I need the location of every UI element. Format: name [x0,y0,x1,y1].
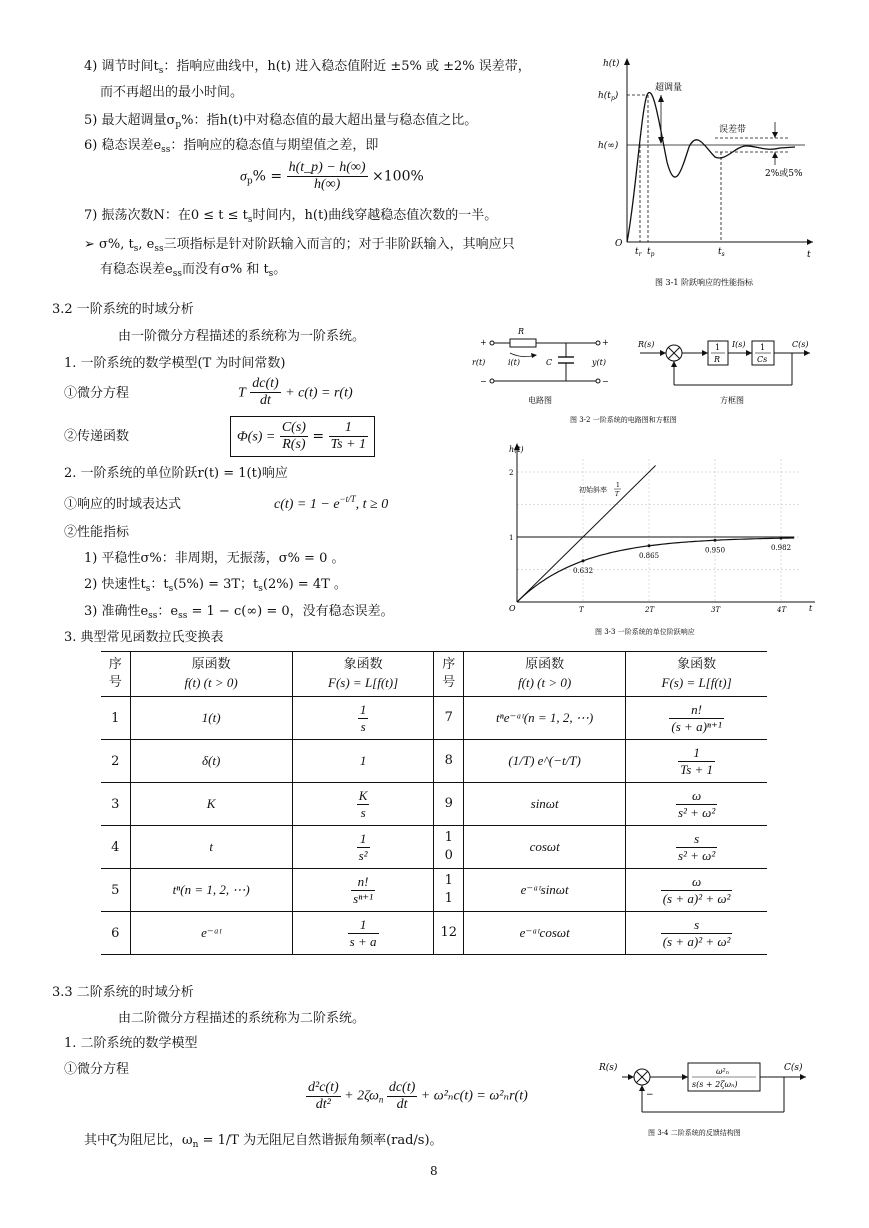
cell-image: 1 [292,740,434,783]
cell-image: $\frac{n!}{\text{(s + a)ⁿ⁺¹}}$ [626,697,767,740]
fig33-y-tick: 2 [509,469,514,477]
fig31-tr-label: $t_r$ [635,247,642,258]
th-index-2: 序 号 [434,652,464,697]
fig33-slope-num: 1 [616,482,620,489]
circuit-rt: r(t) [472,358,486,367]
note-step-input: ➢ σ%, $t_s$, $e_{ss}$三项指标是针对阶跃输入而言的；对于非阶跃输入，其响应只 [84,237,515,254]
perf-stability: 1) 平稳性σ%：非周期，无振荡，σ% = 0 。 [84,551,345,566]
fig33-x-tick: 3T [711,606,721,614]
table-row [101,869,767,912]
cell-image: $\frac{1}{\text{s²}}$ [292,826,434,869]
th-original-2: 原函数 f(t) (t > 0) [464,652,626,697]
fig33-x-tick: 4T [777,606,787,614]
table-row [101,912,767,955]
note-step-input-cont: 有稳态误差$e_{ss}$而没有σ% 和 $t_s$。 [100,262,287,279]
cell-index: 5 [101,869,130,912]
fig33-y-tick: 1 [509,534,514,542]
fig31-hinf-label: h(∞) [598,141,619,151]
block2-num: 1 [760,343,766,352]
cell-original: cosωt [464,826,626,869]
cell-index: 2 [101,740,130,783]
figure-3-3 [495,440,820,645]
first-order-model-heading: 1. 一阶系统的数学模型(T 为时间常数) [64,356,286,371]
circuit-plus-out: + [602,338,609,347]
unit-step-heading: 2. 一阶系统的单位阶跃r(t) = 1(t)响应 [64,466,288,481]
perf-label: ②性能指标 [64,525,130,540]
fig33-grid [517,459,801,602]
block-Is: I(s) [732,340,746,349]
fig31-y-label: h(t) [603,59,620,69]
circuit-yt: y(t) [592,358,606,367]
table-row [101,826,767,869]
cell-image: $\frac{1}{Ts + 1}$ [626,740,767,783]
circuit-R: R [518,327,525,336]
cell-original: sinωt [464,783,626,826]
section-3-3-intro: 由二阶微分方程描述的系统称为二阶系统。 [118,1011,366,1026]
cell-index: 9 [434,783,464,826]
second-order-model-heading: 1. 二阶系统的数学模型 [64,1036,198,1051]
damping-note: 其中ζ为阻尼比，$\omega_n = 1/T$ 为无阻尼自然谐振角频率(rad/s)。 [84,1133,443,1150]
cell-index: 1 1 [434,869,464,912]
page-number: 8 [430,1164,438,1178]
fig31-ts-label: $t_s$ [718,247,725,258]
cell-original: 1(t) [130,697,292,740]
cell-original: t [130,826,292,869]
first-order-transfer-function: Φ(s) = $\frac{C(s)}{R(s)}$ = $\frac{1}{Ts + 1}$ [230,416,375,457]
fig33-point-label: 0.982 [771,544,792,553]
cell-image: $\frac{s}{\text{(s + a)² + ω²}}$ [626,912,767,955]
cell-index: 7 [434,697,464,740]
resp-label: ①响应的时域表达式 [64,497,182,512]
step-response-eq: $c(t) = 1 - e^{-t/T}$, t ≥ 0 [274,494,389,512]
cell-index: 12 [434,912,464,955]
circuit-minus-in: − [480,377,487,386]
figure-3-1 [595,52,820,297]
tf-label: ②传递函数 [64,429,130,444]
th-image-1: 象函数 F(s) = L[f(t)] [292,652,434,697]
cell-image: $\frac{1}{s}$ [292,697,434,740]
fig31-origin: O [615,239,623,249]
fig31-caption: 图 3-1 阶跃响应的性能指标 [655,278,753,287]
table-row [101,697,767,740]
fig33-y-label: h(t) [509,445,524,454]
fig34-Cs: C(s) [784,1063,803,1073]
cell-original: e⁻ᵃᵗcosωt [464,912,626,955]
fig31-overshoot-label: 超调量 [655,83,683,93]
second-order-de-label: ①微分方程 [64,1062,130,1077]
fig32-caption: 图 3-2 一阶系统的电路图和方框图 [570,416,677,424]
cell-image: $\frac{\omega}{\text{(s + a)² + ω²}}$ [626,869,767,912]
cell-index: 4 [101,826,130,869]
perf-accuracy: 3) 准确性$e_{ss}$：$e_{ss} = 1 - c(\infty) = 0$，没有稳态误差。 [84,604,394,621]
table-row [101,740,767,783]
th-original-1: 原函数 f(t) (t > 0) [130,652,292,697]
fig33-origin: O [509,604,516,613]
item-settling-time: 4) 调节时间$t_s$：指响应曲线中，h(t) 进入稳态值附近 ±5% 或 ±2% 误差带， [84,59,531,76]
section-3-2-title: 3.2 一阶系统的时域分析 [52,302,194,317]
circuit-label: 电路图 [528,396,552,405]
cell-index: 1 0 [434,826,464,869]
fig34-Rs: R(s) [599,1063,618,1073]
fig33-point [582,559,585,562]
figure-3-4 [598,1055,813,1140]
first-order-diff-eq: T $\frac{dc(t)}{dt}$ + c(t) = r(t) [238,376,353,408]
cell-image: $\frac{K}{s}$ [292,783,434,826]
fig31-pct-label: 2%或5% [765,169,803,179]
block1-num: 1 [715,343,721,352]
cell-original: δ(t) [130,740,292,783]
circuit-plus-in: + [480,338,487,347]
cell-image: $\frac{1}{s + a}$ [292,912,434,955]
cell-image: $\frac{s}{\text{s² + ω²}}$ [626,826,767,869]
fig33-x-tick: 2T [645,606,655,614]
table-row [101,783,767,826]
cell-index: 1 [101,697,130,740]
cell-index: 8 [434,740,464,783]
fig33-point-label: 0.865 [639,551,660,560]
circuit-minus-out: − [602,377,609,386]
fig34-block-den: s(s + 2ζωₙ) [692,1080,738,1089]
fig33-point [648,544,651,547]
fig33-x-tick: T [579,606,584,614]
fig31-htp-label: $h(t_p)$ [598,91,619,102]
block-Rs: R(s) [638,340,655,349]
cell-original: e⁻ᵃᵗsinωt [464,869,626,912]
cell-index: 3 [101,783,130,826]
item-settling-time-cont: 而不再超出的最小时间。 [100,85,244,100]
fig33-marks [509,469,791,614]
block-Cs: C(s) [792,340,809,349]
cell-original: tⁿ(n = 1, 2, ⋯) [130,869,292,912]
fig33-point-label: 0.950 [705,546,726,555]
fig34-block-num: ω²ₙ [716,1067,729,1076]
th-image-2: 象函数 F(s) = L[f(t)] [626,652,767,697]
overshoot-formula: $\sigma_p\%$ = $\frac{h(t\_p) - h(\infty)}{h(\infty)}$ ×100% [240,160,424,192]
block2-den: Cs [757,355,768,364]
fig33-point [780,537,783,540]
figure-3-2 [470,323,815,428]
cell-index: 6 [101,912,130,955]
laplace-table-heading: 3. 典型常见函数拉氏变换表 [64,630,224,645]
fig33-init-slope-label: 初始斜率 [579,486,607,494]
laplace-table [101,651,767,955]
fig33-point-label: 0.632 [573,566,594,575]
diff-eq-label: ①微分方程 [64,386,130,401]
fig33-slope-den: T [615,491,620,498]
block1-den: R [714,355,721,364]
cell-image: $\frac{n!}{\text{sⁿ⁺¹}}$ [292,869,434,912]
cell-original: tⁿe⁻ᵃᵗ(n = 1, 2, ⋯) [464,697,626,740]
fig34-minus: − [646,1090,654,1100]
fig33-t-axis: t [809,604,813,613]
cell-original: e⁻ᵃᵗ [130,912,292,955]
cell-original: (1/T) e^(−t/T) [464,740,626,783]
table-header-row [101,652,767,697]
circuit-it: i(t) [508,358,521,367]
fig34-caption: 图 3-4 二阶系统的反馈结构图 [648,1129,741,1137]
cell-image: $\frac{\omega}{\text{s² + ω²}}$ [626,783,767,826]
th-index-1: 序 号 [101,652,130,697]
fig33-caption: 图 3-3 一阶系统的单位阶跃响应 [595,628,695,636]
item-oscillation-count: 7) 振荡次数N：在$0 \le t \le t_s$时间内，h(t)曲线穿越稳态值次数的一半。 [84,208,498,225]
circuit-C: C [546,358,553,367]
block-label: 方框图 [720,396,744,405]
fig31-t-axis: t [807,250,811,260]
section-3-2-intro: 由一阶微分方程描述的系统称为一阶系统。 [118,329,366,344]
fig33-response-curve [517,538,794,602]
second-order-diff-eq: $\frac{\text{d²c(t)}}{\text{dt²}}$ + $2\zeta\omega_n$ $\frac{dc(t)}{dt}$ + ω²ₙc(t) = ω²ₙr(t) [308,1080,528,1112]
fig33-point [714,539,717,542]
cell-original: K [130,783,292,826]
fig31-band-label: 误差带 [719,125,747,135]
fig31-tp-label: $t_p$ [647,247,655,258]
item-overshoot: 5) 最大超调量$\sigma_p\%$：指h(t)中对稳态值的最大超出量与稳态值之比。 [84,113,478,130]
perf-speed: 2) 快速性$t_s$：$t_s(5\%) = 3T$；$t_s(2\%) = 4T$ 。 [84,577,347,594]
section-3-3-title: 3.3 二阶系统的时域分析 [52,985,194,1000]
item-steady-error: 6) 稳态误差$e_{ss}$：指响应的稳态值与期望值之差，即 [84,138,379,155]
